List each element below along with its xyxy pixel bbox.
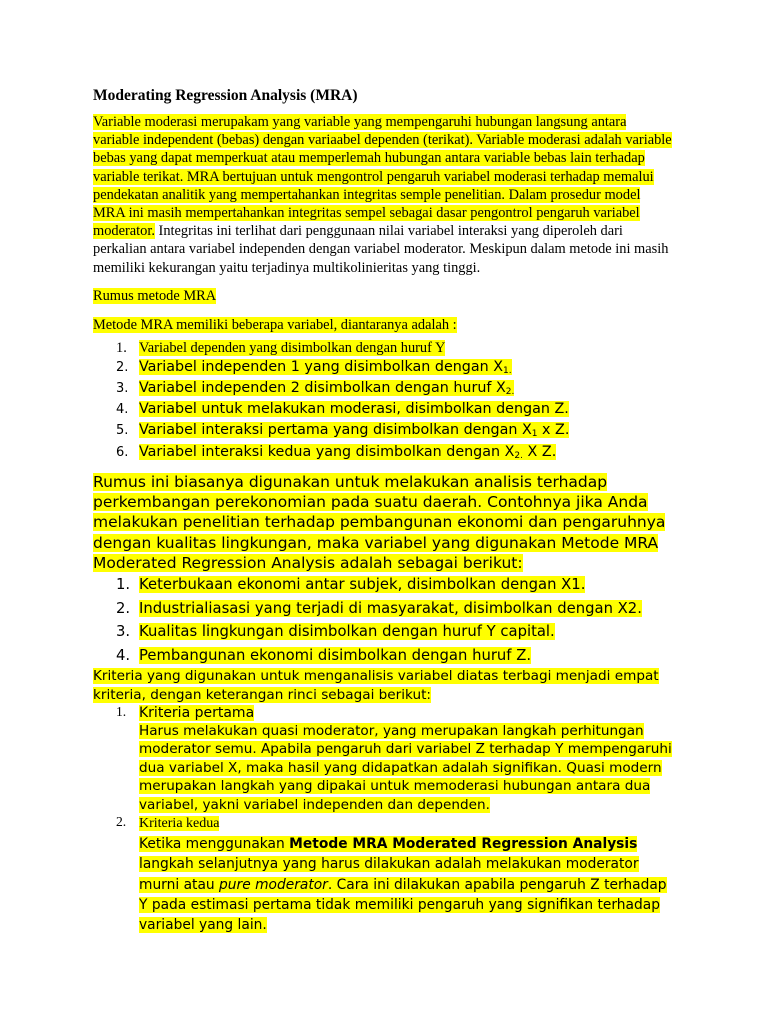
kriteria-intro: Kriteria yang digunakan untuk menganalisis variabel diatas terbagi menjadi empat kriteria, dengan keterangan rinci sebagai berikut: <box>93 668 659 703</box>
intro-highlighted-text: Variable moderasi merupakam yang variable yang mempengaruhi hubungan langsung antara variable independent (bebas) dengan variaabel dependen (terikat). Variable moderasi adalah variable bebas yang dapat memperkuat atau memperlemah hubungan antara variable bebas lain terhadap variable terikat. MRA bertujuan untuk mengontrol pengaruh variabel moderasi terhadap memalui pendekatan analitik yang mempertahankan integritas semple penelitian. Dalam prosedur model MRA ini masih mempertahankan integritas sempel sebagai dasar pengontrol pengaruh variabel moderator. <box>93 114 672 240</box>
list-item: 3. Variabel independen 2 disimbolkan dengan huruf $X_{2.}$ <box>116 380 515 398</box>
list-item: 2. Industrialiasasi yang terjadi di masyarakat, disimbolkan dengan X2. <box>116 599 642 617</box>
list-item: 2. Kriteria kedua Ketika menggunakan Metode MRA Moderated Regression Analysis langkah selanjutnya yang harus dilakukan adalah melakukan moderator murni atau pure moderator. Cara ini dilakukan apabila pengaruh Z terhadap Y pada estimasi pertama tidak memiliki pengaruh yang signifikan terhadap variabel yang lain. <box>93 814 673 935</box>
kriteria-heading: Kriteria pertama <box>139 704 255 721</box>
list-item: 1. Kriteria pertama Harus melakukan quasi moderator, yang merupakan langkah perhitungan moderator semu. Apabila pengaruh dari variabel Z terhadap Y mempengaruhi dua variabel X, maka hasil yang didapatkan adalah signifikan. Quasi modern merupakan langkah yang dipakai untuk memoderasi hubungan antara dua variabel, yakni variabel independen dan dependen. <box>116 703 672 813</box>
kriteria-body: Ketika menggunakan Metode MRA Moderated Regression Analysis langkah selanjutnya yang harus dilakukan adalah melakukan moderator murni atau pure moderator. Cara ini dilakukan apabila pengaruh Z terhadap Y pada estimasi pertama tidak memiliki pengaruh yang signifikan terhadap variabel yang lain. <box>139 835 667 934</box>
list-item: 3. Kualitas lingkungan disimbolkan dengan huruf Y capital. <box>116 623 555 641</box>
rumus-heading: Rumus metode MRA <box>93 287 217 304</box>
list-item: 6. Variabel interaksi kedua yang disimbolkan dengan $X_{2.}$ X Z. <box>116 443 557 461</box>
kriteria-list <box>93 704 673 936</box>
list-item: 5. Variabel interaksi pertama yang disimbolkan dengan $X_1$ x Z. <box>116 422 570 440</box>
list-item: 1. Keterbukaan ekonomi antar subjek, disimbolkan dengan X1. <box>116 576 586 594</box>
kriteria-heading: Kriteria kedua <box>139 815 220 831</box>
list-item: 1. Variabel dependen yang disimbolkan dengan huruf Y <box>116 339 446 356</box>
variable-list <box>93 339 673 463</box>
example-paragraph: Rumus ini biasanya digunakan untuk melakukan analisis terhadap perkembangan perekonomian pada suatu daerah. Contohnya jika Anda melakukan penelitian terhadap pembangunan ekonomi dan pengaruhnya dengan kualitas lingkungan, maka variabel yang digunakan Metode MRA Moderated Regression Analysis adalah sebagai berikut: <box>93 472 666 573</box>
document-page <box>93 86 673 935</box>
intro-paragraph <box>93 113 673 277</box>
list-item: 4. Variabel untuk melakukan moderasi, disimbolkan dengan Z. <box>116 401 569 418</box>
example-variable-list <box>93 573 673 667</box>
intro-plain-text: Integritas ini terlihat dari penggunaan nilai variabel interaksi yang diperoleh dari perkalian antara variabel independen dengan variabel moderator. Meskipun dalam metode ini masih memiliki kekurangan yaitu terjadinya multikolinieritas yang tinggi. <box>93 223 669 276</box>
kriteria-body: Harus melakukan quasi moderator, yang merupakan langkah perhitungan moderator semu. Apabila pengaruh dari variabel Z terhadap Y mempengaruhi dua variabel X, maka hasil yang didapatkan adalah signifikan. Quasi modern merupakan langkah yang dipakai untuk memoderasi hubungan antara dua variabel, yakni variabel independen dan dependen. <box>139 722 672 813</box>
document-title: Moderating Regression Analysis (MRA) <box>93 87 358 104</box>
list-item: 2. Variabel independen 1 yang disimbolkan dengan $X_{1.}$ <box>116 358 512 376</box>
list-item: 4. Pembangunan ekonomi disimbolkan dengan huruf Z. <box>116 646 532 664</box>
metode-intro: Metode MRA memiliki beberapa variabel, diantaranya adalah : <box>93 316 457 333</box>
